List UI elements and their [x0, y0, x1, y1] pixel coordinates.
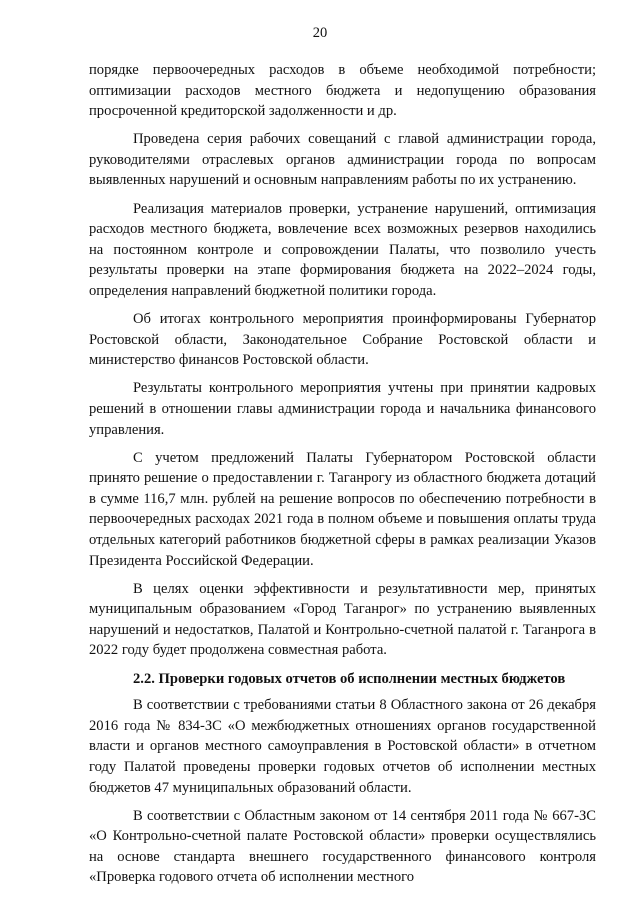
- paragraph: Реализация материалов проверки, устранение нарушений, оптимизация расходов местного бюджета, вовлечение всех возможных резервов находились на постоянном контроле и сопровождении Палаты, что позволило учесть результаты проверки на этапе формирования бюджета на 2022–2024 годы, определения направлений бюджетной политики города.: [89, 200, 596, 299]
- paragraph: Об итогах контрольного мероприятия проинформированы Губернатор Ростовской области, Законодательное Собрание Ростовской области и министерство финансов Ростовской области.: [89, 311, 596, 369]
- page-number: 20: [312, 25, 328, 41]
- paragraph: порядке первоочередных расходов в объеме необходимой потребности; оптимизации расходов местного бюджета и недопущению образования просроченной кредиторской задолженности и др.: [89, 62, 596, 120]
- paragraph: В соответствии с Областным законом от 14 сентября 2011 года № 667-ЗС «О Контрольно-счетной палате Ростовской области» проверки осуществлялись на основе стандарта внешнего государственного финансового контроля «Проверка годового отчета об исполнении местного: [89, 807, 596, 886]
- section-heading: 2.2. Проверки годовых отчетов об исполнении местных бюджетов: [133, 670, 566, 687]
- paragraph: В соответствии с требованиями статьи 8 Областного закона от 26 декабря 2016 года № 834-ЗС «О межбюджетных отношениях органов государственной власти и органов местного самоуправления в Ростовской области» в отчетном году Палатой проведены проверки годовых отчетов об исполнении местных бюджетов 47 муниципальных образований области.: [89, 697, 596, 796]
- paragraph: Проведена серия рабочих совещаний с главой администрации города, руководителями отраслевых органов администрации города по вопросам выявленных нарушений и основным направлениям работы по их устранению.: [89, 131, 596, 189]
- paragraph: В целях оценки эффективности и результативности мер, принятых муниципальным образованием «Город Таганрог» по устранению выявленных нарушений и недостатков, Палатой и Контрольно-счетной палатой г. Таганрога в 2022 году будет продолжена совместная работа.: [89, 580, 596, 659]
- paragraph: Результаты контрольного мероприятия учтены при принятии кадровых решений в отношении главы администрации города и начальника финансового управления.: [89, 380, 596, 438]
- paragraph: С учетом предложений Палаты Губернатором Ростовской области принято решение о предоставлении г. Таганрогу из областного бюджета дотаций в сумме 116,7 млн. рублей на решение вопросов по обеспечению потребности в первоочередных расходах 2021 года в полном объеме и повышения оплаты труда отдельных категорий работников бюджетной сферы в рамках реализации Указов Президента Российской Федерации.: [89, 449, 596, 569]
- document-body: [89, 60, 596, 895]
